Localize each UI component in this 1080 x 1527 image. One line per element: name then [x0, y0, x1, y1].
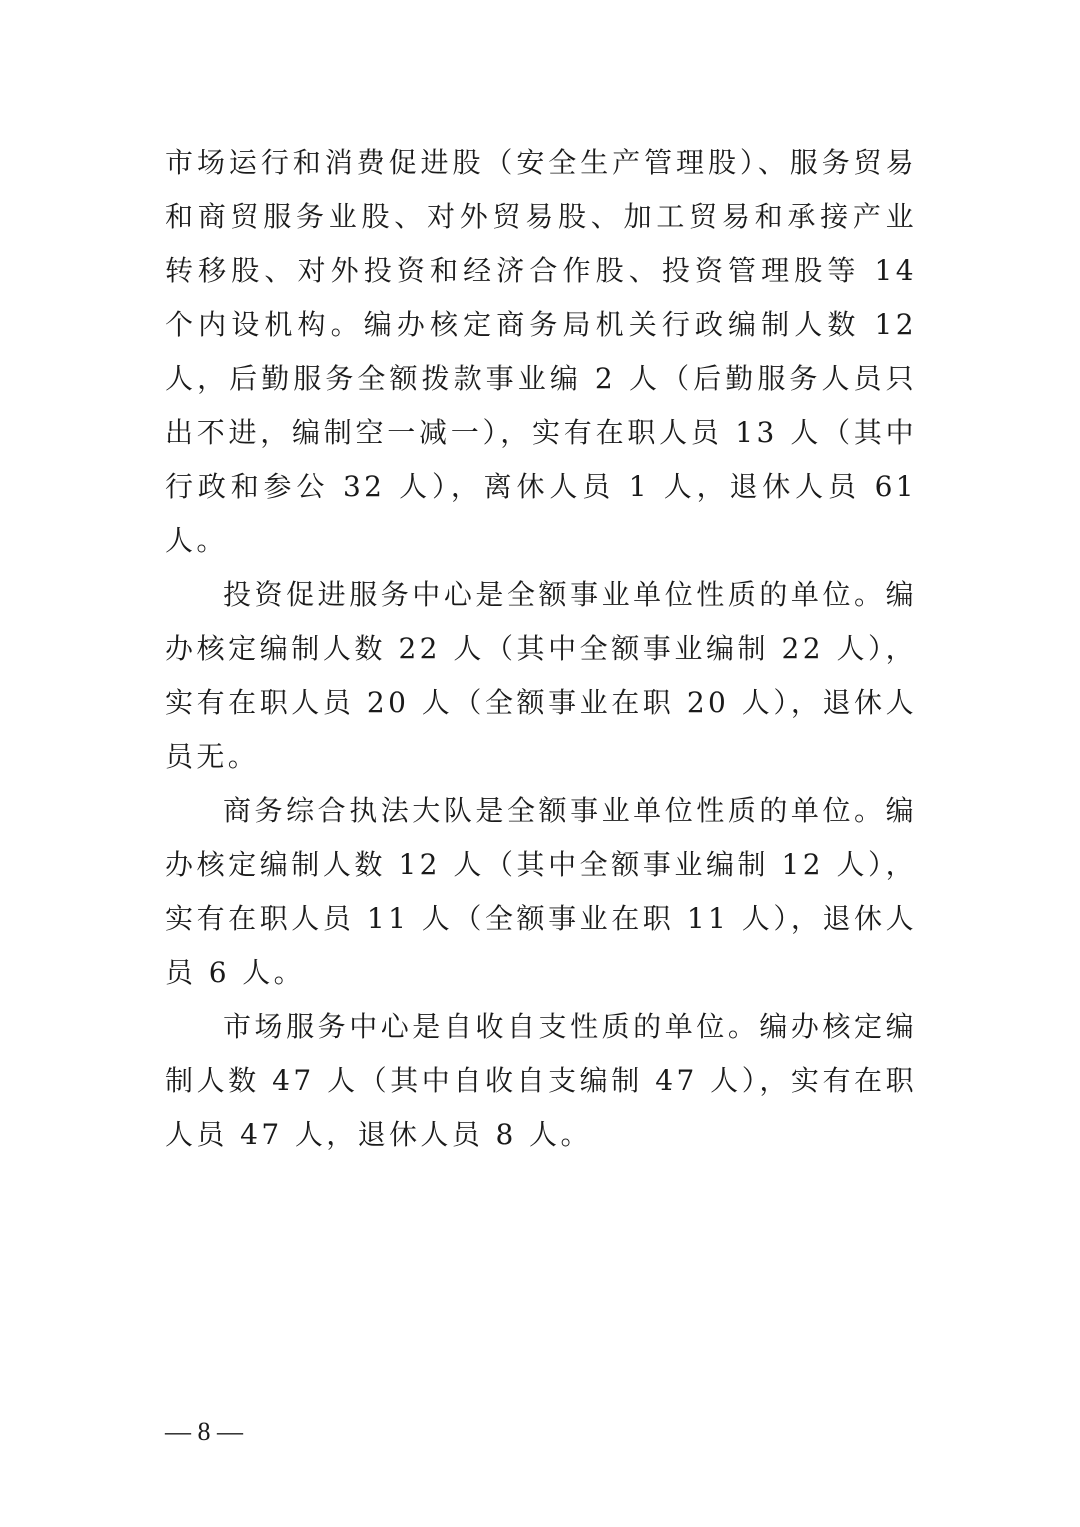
paragraph-investment-promotion-center: 投资促进服务中心是全额事业单位性质的单位。编办核定编制人数 22 人（其中全额事业编制 22 人），实有在职人员 20 人（全额事业在职 20 人），退休人员无。	[165, 578, 917, 773]
paragraph-internal-departments: 市场运行和消费促进股（安全生产管理股）、服务贸易和商贸服务业股、对外贸易股、加工贸易和承接产业转移股、对外投资和经济合作股、投资管理股等 14 个内设机构。编办核定商务局机关行政编制人数 12 人，后勤服务全额拨款事业编 2 人（后勤服务人员只出不进，编制空一减一），实有在职人员 13 人（其中行政和参公 32 人），离休人员 1 人，退休人员 61 人。	[165, 146, 917, 557]
paragraph-law-enforcement-brigade: 商务综合执法大队是全额事业单位性质的单位。编办核定编制人数 12 人（其中全额事业编制 12 人），实有在职人员 11 人（全额事业在职 11 人），退休人员 6 人。	[165, 794, 917, 989]
page-number: — 8 —	[165, 1417, 243, 1446]
document-body	[165, 136, 917, 1162]
paragraph-market-service-center: 市场服务中心是自收自支性质的单位。编办核定编制人数 47 人（其中自收自支编制 47 人），实有在职人员 47 人，退休人员 8 人。	[165, 1010, 917, 1151]
